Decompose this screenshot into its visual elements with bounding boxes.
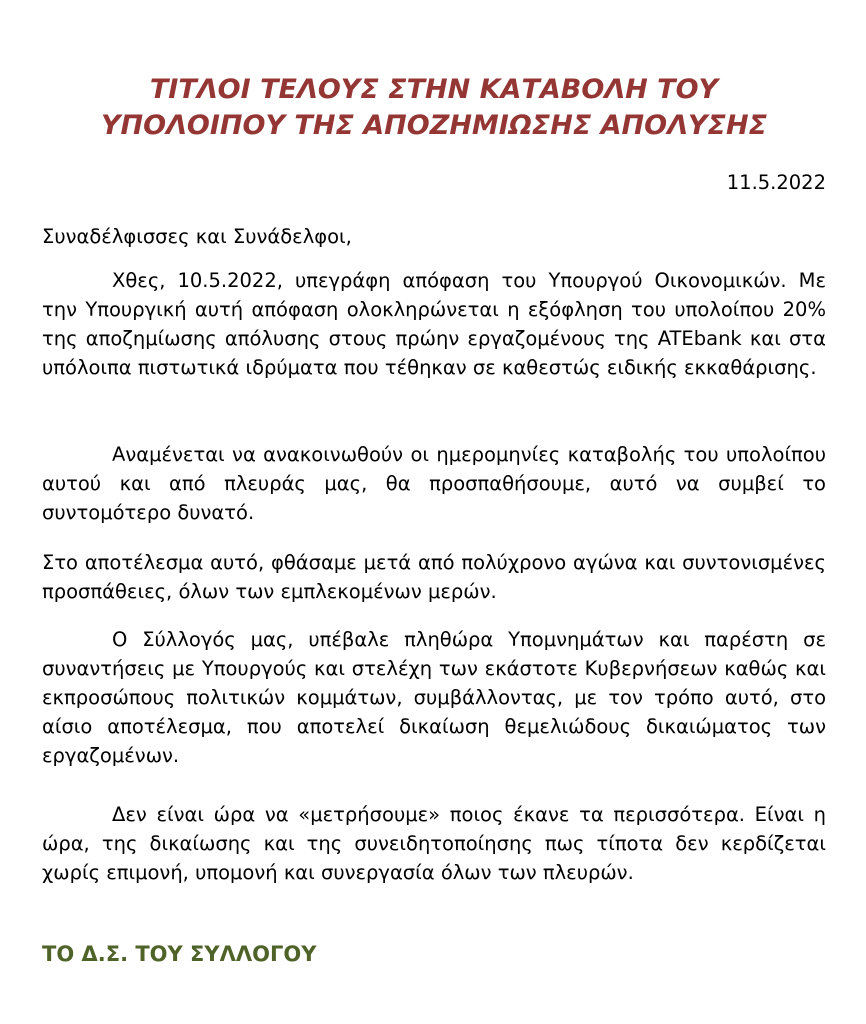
paragraph-payment-dates: Αναμένεται να ανακοινωθούν οι ημερομηνίες καταβολής του υπολοίπου αυτού και από πλευράς μας, θα προσπαθήσουμε, αυτό να συμβεί το συντομότερο δυνατό. <box>42 443 826 524</box>
document-page <box>42 0 826 1024</box>
signature: ΤΟ Δ.Σ. ΤΟΥ ΣΥΛΛΟΓΟΥ <box>42 942 317 966</box>
paragraph-result: Στο αποτέλεσμα αυτό, φθάσαμε μετά από πολύχρονο αγώνα και συντονισμένες προσπάθειες, όλων των εμπλεκομένων μερών. <box>42 551 826 603</box>
paragraph-closing: Δεν είναι ώρα να «μετρήσουμε» ποιος έκανε τα περισσότερα. Είναι η ώρα, της δικαίωσης και της συνειδητοποίησης πως τίποτα δεν κερδίζεται χωρίς επιμονή, υπομονή και συνεργασία όλων των πλευρών. <box>42 803 826 884</box>
paragraph-association-actions: Ο Σύλλογός μας, υπέβαλε πληθώρα Υπομνημάτων και παρέστη σε συναντήσεις με Υπουργούς και στελέχη των εκάστοτε Κυβερνήσεων καθώς και εκπροσώπους πολιτικών κομμάτων, συμβάλλοντας, με τον τρόπο αυτό, στο αίσιο αποτέλεσμα, που αποτελεί δικαίωση θεμελιώδους δικαιώματος των εργαζομένων. <box>42 628 826 767</box>
document-date: 11.5.2022 <box>726 171 826 194</box>
paragraph-decision-signed: Χθες, 10.5.2022, υπεγράφη απόφαση του Υπουργού Οικονομικών. Με την Υπουργική αυτή απόφαση ολοκληρώνεται η εξόφληση του υπολοίπου 20% της αποζημίωσης απόλυσης στους πρώην εργαζομένους της ATEbank και στα υπόλοιπα πιστωτικά ιδρύματα που τέθηκαν σε καθεστώς ειδικής εκκαθάρισης. <box>42 269 826 379</box>
document-title-line-2: ΥΠΟΛΟΙΠΟΥ ΤΗΣ ΑΠΟΖΗΜΙΩΣΗΣ ΑΠΟΛΥΣΗΣ <box>100 110 768 141</box>
salutation: Συναδέλφισσες και Συνάδελφοι, <box>42 225 352 248</box>
document-title <box>42 72 826 144</box>
document-title-line-1: ΤΙΤΛΟΙ ΤΕΛΟΥΣ ΣΤΗΝ ΚΑΤΑΒΟΛΗ ΤΟΥ <box>149 74 719 105</box>
